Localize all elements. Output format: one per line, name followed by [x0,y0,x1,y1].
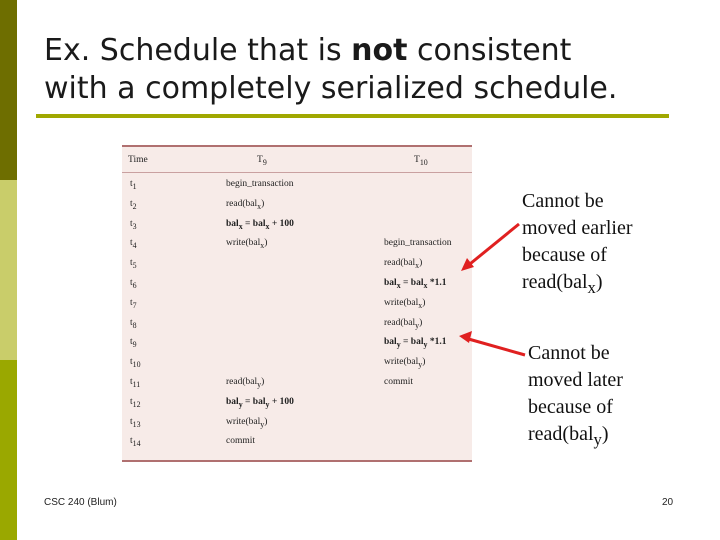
header-t9: $T_9$ [257,155,267,167]
table-row [122,258,472,277]
cell-time: $t_{12}$ [130,396,141,409]
cell-time: $t_6$ [130,278,137,290]
cell-t10: write(bal$_x$) [384,297,426,310]
cell-time: $t_2$ [130,198,137,211]
cell-t10: read(bal$_x$) [384,258,423,271]
arrow-2-head [459,331,472,343]
cell-time: $t_{11}$ [130,377,141,389]
table-row [122,199,472,218]
cell-t10: bal$_y$ = bal$_y$ *1.1 [384,337,447,350]
table-row [122,179,472,198]
title-line-1: Ex. Schedule that is not consistent [44,33,572,68]
table-row [122,397,472,416]
table-row [122,219,472,238]
cell-t10: write(bal$_y$) [384,357,426,370]
table-row [122,337,472,356]
cell-time: $t_{14}$ [130,436,141,449]
cell-t9: write(bal$_y$) [226,416,268,429]
sidebar-segment-bottom [0,360,17,540]
cell-t10: begin_transaction [384,238,452,249]
cell-time: $t_1$ [130,179,137,191]
cell-time: $t_9$ [130,337,137,350]
cell-time: $t_{13}$ [130,416,141,429]
cell-time: $t_{10}$ [130,357,141,370]
cell-t9: bal$_x$ = bal$_x$ + 100 [226,218,294,231]
schedule-table [122,145,472,462]
cell-t9: bal$_y$ = bal$_y$ + 100 [226,396,294,409]
arrow-1 [465,224,519,268]
cell-t9: commit [226,436,256,447]
cell-time: $t_4$ [130,238,137,251]
sidebar-decoration [0,0,17,540]
cell-t10: commit [384,377,414,387]
cell-t9: read(bal$_x$) [226,198,265,211]
table-row [122,377,472,396]
header-divider [122,172,472,173]
title-emphasis: not [351,33,408,68]
note-earlier: Cannot be moved earlier because of read(bal$_x$) [522,190,633,297]
cell-t9: read(bal$_y$) [226,377,265,389]
arrow-2 [465,338,525,355]
arrow-1-head [461,258,474,271]
header-time: Time [128,155,148,165]
cell-time: $t_5$ [130,258,137,271]
cell-t9: write(bal$_x$) [226,238,268,251]
table-row [122,238,472,257]
cell-t10: bal$_x$ = bal$_x$ *1.1 [384,278,447,290]
cell-t9: begin_transaction [226,179,294,189]
title-underline [36,114,669,118]
sidebar-segment-middle [0,180,17,360]
cell-time: $t_8$ [130,317,137,330]
table-row [122,318,472,337]
slide-title [44,32,684,108]
footer-course: CSC 240 (Blum) [44,497,117,508]
header-t10: $T_{10}$ [414,155,428,167]
sidebar-segment-top [0,0,17,180]
footer-page-number: 20 [662,497,674,508]
arrows [455,220,530,370]
cell-time: $t_7$ [130,297,137,310]
table-row [122,278,472,297]
cell-t10: read(bal$_y$) [384,317,423,330]
table-row [122,298,472,317]
table-row [122,436,472,455]
note-later: Cannot be moved later because of read(bal$_y$) [528,342,623,449]
cell-time: $t_3$ [130,218,137,231]
table-row [122,417,472,436]
title-line-2: with a completely serialized schedule. [44,71,618,106]
table-row [122,357,472,376]
